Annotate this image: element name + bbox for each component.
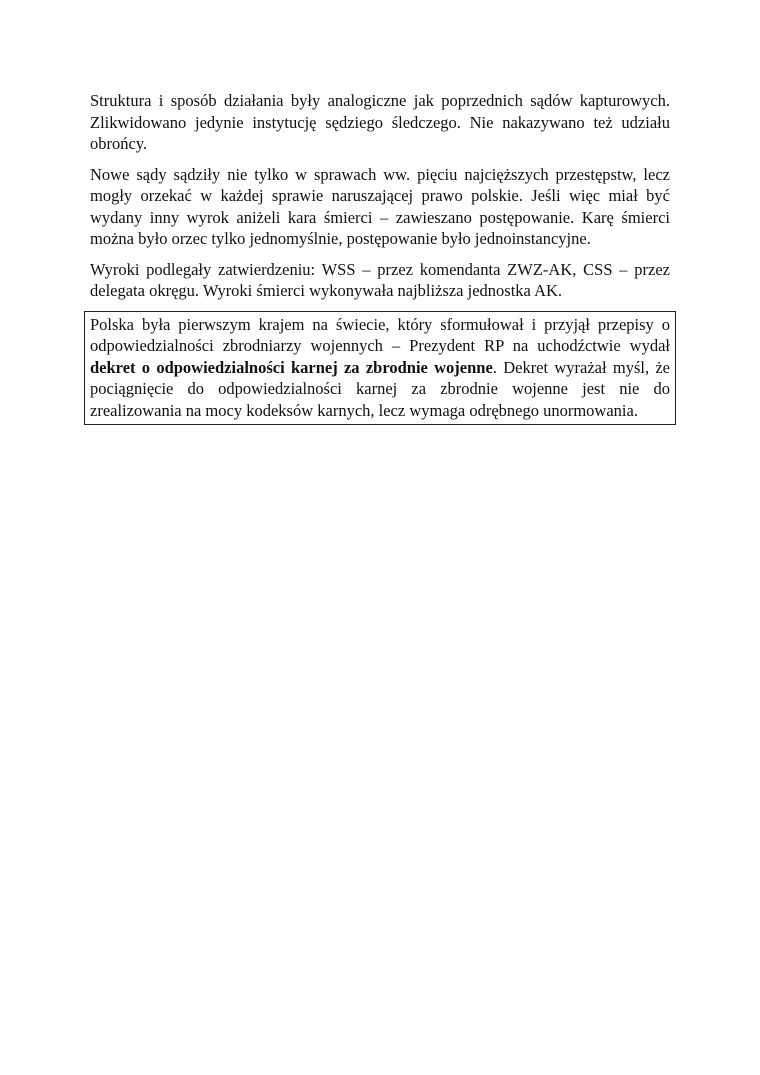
box-paragraph	[90, 314, 670, 422]
paragraph-structure: Struktura i sposób działania były analogiczne jak poprzednich sądów kapturowych. Zlikwidowano jedynie instytucję sędziego śledczego. Nie nakazywano też udziału obrońcy.	[90, 91, 670, 153]
box-text-after: . Dekret wyrażał myśl, że pociągnięcie do odpowiedzialności karnej za zbrodnie wojenne jest nie do zrealizowania na mocy kodeksów karnych, lecz wymaga odrębnego unormowania.	[90, 357, 670, 420]
box-bold-text: dekret o odpowiedzialności karnej za zbrodnie wojenne	[90, 357, 493, 377]
paragraph-verdicts: Wyroki podlegały zatwierdzeniu: WSS – przez komendanta ZWZ-AK, CSS – przez delegata okręgu. Wyroki śmierci wykonywała najbliższa jednostka AK.	[90, 259, 670, 300]
document-body	[90, 90, 670, 425]
box-text-before: Polska była pierwszym krajem na świecie, który sformułował i przyjął przepisy o odpowiedzialności zbrodniarzy wojennych – Prezydent RP na uchodźctwie wydał	[90, 314, 670, 355]
highlight-box	[84, 311, 676, 426]
paragraph-new-courts: Nowe sądy sądziły nie tylko w sprawach ww. pięciu najcięższych przestępstw, lecz mogły orzekać w każdej sprawie naruszającej prawo polskie. Jeśli więc miał być wydany inny wyrok aniżeli kara śmierci – zawieszano postępowanie. Karę śmierci można było orzec tylko jednomyślnie, postępowanie było jednoinstancyjne.	[90, 164, 670, 248]
